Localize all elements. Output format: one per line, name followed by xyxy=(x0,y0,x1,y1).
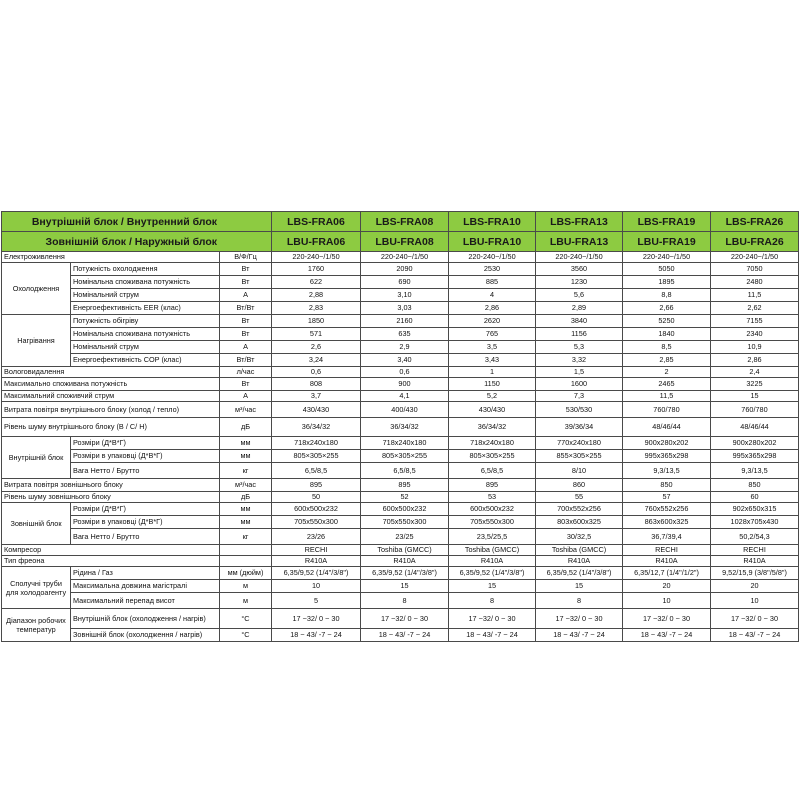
spec-unit: м³/час xyxy=(220,479,272,492)
spec-value: 1 xyxy=(449,367,536,378)
spec-unit: мм xyxy=(220,503,272,516)
spec-value: 7,3 xyxy=(536,391,623,402)
spec-value: 600x500x232 xyxy=(272,503,361,516)
spec-value: 3,43 xyxy=(449,354,536,367)
spec-value: 18 ~ 43/ -7 ~ 24 xyxy=(536,629,623,642)
spec-value: 18 ~ 43/ -7 ~ 24 xyxy=(623,629,711,642)
outdoor-model-name: LBU-FRA08 xyxy=(361,232,449,252)
spec-value: 2160 xyxy=(361,315,449,328)
spec-value: 895 xyxy=(361,479,449,492)
spec-value: 3,32 xyxy=(536,354,623,367)
spec-value: 15 xyxy=(536,580,623,593)
spec-value: 2,85 xyxy=(623,354,711,367)
spec-value: 700x552x256 xyxy=(536,503,623,516)
spec-value: 0,6 xyxy=(272,367,361,378)
spec-value: 220-240~/1/50 xyxy=(711,252,799,263)
spec-value: 1760 xyxy=(272,263,361,276)
spec-unit: м xyxy=(220,593,272,609)
spec-label: Електроживлення xyxy=(2,252,220,263)
spec-value: 2,88 xyxy=(272,289,361,302)
spec-value: 900x280x202 xyxy=(623,437,711,450)
table-row xyxy=(2,252,799,263)
spec-value: 718x240x180 xyxy=(449,437,536,450)
spec-value: 7050 xyxy=(711,263,799,276)
spec-value: 5050 xyxy=(623,263,711,276)
spec-unit: Вт/Вт xyxy=(220,354,272,367)
spec-value: 15 xyxy=(449,580,536,593)
spec-value: 3,7 xyxy=(272,391,361,402)
table-row xyxy=(2,503,799,516)
spec-unit: мм (дюйм) xyxy=(220,567,272,580)
spec-label: Розміри в упаковці (Д*В*Г) xyxy=(71,516,220,529)
spec-value: 18 ~ 43/ -7 ~ 24 xyxy=(711,629,799,642)
spec-value: 8/10 xyxy=(536,463,623,479)
table-row xyxy=(2,232,799,252)
spec-value: 2 xyxy=(623,367,711,378)
spec-label: Максимально споживана потужність xyxy=(2,378,220,391)
table-row xyxy=(2,580,799,593)
spec-value: 803x600x325 xyxy=(536,516,623,529)
spec-value: 220-240~/1/50 xyxy=(623,252,711,263)
spec-value: 1,5 xyxy=(536,367,623,378)
spec-label: Розміри (Д*В*Г) xyxy=(71,503,220,516)
spec-value: 17 ~32/ 0 ~ 30 xyxy=(536,609,623,629)
group-label: Зовнішній блок xyxy=(2,503,71,545)
spec-unit: Вт xyxy=(220,328,272,341)
spec-value: 770x240x180 xyxy=(536,437,623,450)
spec-value: 6,35/9,52 (1/4"/3/8") xyxy=(272,567,361,580)
spec-value: 718x240x180 xyxy=(272,437,361,450)
spec-unit: А xyxy=(220,289,272,302)
spec-value: 8 xyxy=(361,593,449,609)
spec-value: 9,3/13,5 xyxy=(711,463,799,479)
spec-label: Потужність охолодження xyxy=(71,263,220,276)
spec-label: Номінальний струм xyxy=(71,289,220,302)
spec-unit: Вт xyxy=(220,263,272,276)
spec-label: Максимальна довжина магістралі xyxy=(71,580,220,593)
spec-value: 3225 xyxy=(711,378,799,391)
spec-value: R410A xyxy=(623,556,711,567)
spec-value: 7155 xyxy=(711,315,799,328)
spec-label: Номінальна споживана потужність xyxy=(71,276,220,289)
spec-value: 902x650x315 xyxy=(711,503,799,516)
spec-value: 4,1 xyxy=(361,391,449,402)
table-row xyxy=(2,302,799,315)
spec-label: Витрата повітря внутрішнього блоку (холод / тепло) xyxy=(2,402,220,418)
spec-value: 5,6 xyxy=(536,289,623,302)
spec-value: 6,5/8,5 xyxy=(272,463,361,479)
spec-value: 4 xyxy=(449,289,536,302)
spec-value: 36/34/32 xyxy=(272,418,361,437)
indoor-model-name: LBS-FRA08 xyxy=(361,212,449,232)
spec-value: 17 ~32/ 0 ~ 30 xyxy=(711,609,799,629)
spec-label: Вологовидалення xyxy=(2,367,220,378)
spec-value: 39/36/34 xyxy=(536,418,623,437)
spec-label: Рідина / Газ xyxy=(71,567,220,580)
spec-value: 2,86 xyxy=(449,302,536,315)
spec-label: Потужність обігріву xyxy=(71,315,220,328)
spec-value: 690 xyxy=(361,276,449,289)
spec-unit: Вт xyxy=(220,276,272,289)
spec-value: 760/780 xyxy=(711,402,799,418)
spec-value: 15 xyxy=(361,580,449,593)
group-label: Діапазон робочих температур xyxy=(2,609,71,642)
spec-value: 430/430 xyxy=(272,402,361,418)
indoor-model-name: LBS-FRA06 xyxy=(272,212,361,232)
spec-label: Енергоефективність COP (клас) xyxy=(71,354,220,367)
table-row xyxy=(2,378,799,391)
group-label: Внутрішній блок xyxy=(2,437,71,479)
group-label: Нагрівання xyxy=(2,315,71,367)
spec-value: RECHI xyxy=(272,545,361,556)
spec-unit: м³/час xyxy=(220,402,272,418)
spec-value: 808 xyxy=(272,378,361,391)
spec-value: 600x500x232 xyxy=(361,503,449,516)
spec-value: 705x550x300 xyxy=(449,516,536,529)
table-row xyxy=(2,450,799,463)
spec-value: 1156 xyxy=(536,328,623,341)
spec-value: 850 xyxy=(711,479,799,492)
spec-value: 3,24 xyxy=(272,354,361,367)
spec-value: 17 ~32/ 0 ~ 30 xyxy=(272,609,361,629)
spec-value: 885 xyxy=(449,276,536,289)
spec-value: 705x550x300 xyxy=(272,516,361,529)
spec-label: Компресор xyxy=(2,545,220,556)
spec-value: 530/530 xyxy=(536,402,623,418)
spec-value: 400/430 xyxy=(361,402,449,418)
spec-value: 18 ~ 43/ -7 ~ 24 xyxy=(361,629,449,642)
spec-value: 6,5/8,5 xyxy=(361,463,449,479)
table-row xyxy=(2,545,799,556)
table-row xyxy=(2,341,799,354)
table-row xyxy=(2,289,799,302)
spec-value: 60 xyxy=(711,492,799,503)
table-row xyxy=(2,593,799,609)
spec-value: 1230 xyxy=(536,276,623,289)
spec-unit: Вт xyxy=(220,315,272,328)
spec-unit: мм xyxy=(220,450,272,463)
spec-unit: дБ xyxy=(220,418,272,437)
spec-value: 3,5 xyxy=(449,341,536,354)
spec-value: 55 xyxy=(536,492,623,503)
spec-value: 2,83 xyxy=(272,302,361,315)
table-row xyxy=(2,328,799,341)
spec-value: 52 xyxy=(361,492,449,503)
spec-value: 18 ~ 43/ -7 ~ 24 xyxy=(272,629,361,642)
spec-value: 863x600x325 xyxy=(623,516,711,529)
spec-value: 23,5/25,5 xyxy=(449,529,536,545)
spec-value: 10 xyxy=(623,593,711,609)
spec-value: 2,89 xyxy=(536,302,623,315)
spec-value: 805×305×255 xyxy=(361,450,449,463)
spec-value: 36/34/32 xyxy=(361,418,449,437)
table-row xyxy=(2,463,799,479)
spec-value: 20 xyxy=(711,580,799,593)
spec-value: 2480 xyxy=(711,276,799,289)
spec-value: 9,3/13,5 xyxy=(623,463,711,479)
spec-label: Максимальний перепад висот xyxy=(71,593,220,609)
spec-unit: В/Ф/Гц xyxy=(220,252,272,263)
indoor-model-name: LBS-FRA26 xyxy=(711,212,799,232)
indoor-model-name: LBS-FRA19 xyxy=(623,212,711,232)
spec-value: 3,10 xyxy=(361,289,449,302)
spec-label: Розміри (Д*В*Г) xyxy=(71,437,220,450)
spec-value: 50 xyxy=(272,492,361,503)
spec-label: Тип фреона xyxy=(2,556,220,567)
outdoor-model-name: LBU-FRA13 xyxy=(536,232,623,252)
spec-unit: кг xyxy=(220,529,272,545)
table-row xyxy=(2,437,799,450)
spec-value: Toshiba (GMCC) xyxy=(536,545,623,556)
spec-value: 18 ~ 43/ -7 ~ 24 xyxy=(449,629,536,642)
spec-value: 6,35/12,7 (1/4"/1/2") xyxy=(623,567,711,580)
indoor-model-name: LBS-FRA10 xyxy=(449,212,536,232)
table-row xyxy=(2,315,799,328)
spec-value: 1895 xyxy=(623,276,711,289)
spec-value: 635 xyxy=(361,328,449,341)
spec-label: Рівень шуму внутрішнього блоку (В / С/ Н) xyxy=(2,418,220,437)
table-row xyxy=(2,367,799,378)
spec-value: 15 xyxy=(711,391,799,402)
spec-value: 760/780 xyxy=(623,402,711,418)
spec-value: 2,86 xyxy=(711,354,799,367)
spec-value: 6,35/9,52 (1/4"/3/8") xyxy=(449,567,536,580)
spec-value: 860 xyxy=(536,479,623,492)
spec-value: 995x365x298 xyxy=(711,450,799,463)
spec-value: 48/46/44 xyxy=(623,418,711,437)
spec-label: Енергоефективність EER (клас) xyxy=(71,302,220,315)
table-row xyxy=(2,212,799,232)
spec-value: 8,5 xyxy=(623,341,711,354)
spec-value: 895 xyxy=(272,479,361,492)
spec-value: 1850 xyxy=(272,315,361,328)
table-row xyxy=(2,276,799,289)
spec-value: RECHI xyxy=(711,545,799,556)
spec-label: Рівень шуму зовнішнього блоку xyxy=(2,492,220,503)
table-row xyxy=(2,567,799,580)
spec-value: 600x500x232 xyxy=(449,503,536,516)
spec-value: 8,8 xyxy=(623,289,711,302)
spec-unit: кг xyxy=(220,463,272,479)
spec-value: 5,3 xyxy=(536,341,623,354)
spec-value: R410A xyxy=(536,556,623,567)
spec-value: 2340 xyxy=(711,328,799,341)
spec-value: R410A xyxy=(449,556,536,567)
spec-value: 805×305×255 xyxy=(449,450,536,463)
spec-unit: м xyxy=(220,580,272,593)
spec-value: 430/430 xyxy=(449,402,536,418)
spec-value: 1150 xyxy=(449,378,536,391)
spec-value: R410A xyxy=(361,556,449,567)
spec-label: Зовнішній блок (охолодження / нагрів) xyxy=(71,629,220,642)
spec-value: 2,66 xyxy=(623,302,711,315)
spec-value: R410A xyxy=(711,556,799,567)
spec-unit: Вт/Вт xyxy=(220,302,272,315)
spec-value: 895 xyxy=(449,479,536,492)
spec-value: 10,9 xyxy=(711,341,799,354)
spec-label: Розміри в упаковці (Д*В*Г) xyxy=(71,450,220,463)
specifications-table xyxy=(1,211,799,642)
spec-unit: мм xyxy=(220,437,272,450)
table-row xyxy=(2,609,799,629)
spec-value: 765 xyxy=(449,328,536,341)
spec-value: 622 xyxy=(272,276,361,289)
table-row xyxy=(2,556,799,567)
spec-value: 53 xyxy=(449,492,536,503)
outdoor-model-name: LBU-FRA06 xyxy=(272,232,361,252)
table-row xyxy=(2,479,799,492)
spec-value: 48/46/44 xyxy=(711,418,799,437)
spec-value: 1840 xyxy=(623,328,711,341)
spec-value: 5250 xyxy=(623,315,711,328)
spec-unit xyxy=(220,545,272,556)
spec-value: 20 xyxy=(623,580,711,593)
spec-label: Витрата повітря зовнішнього блоку xyxy=(2,479,220,492)
spec-unit: Вт xyxy=(220,378,272,391)
table-row xyxy=(2,492,799,503)
spec-value: 900x280x202 xyxy=(711,437,799,450)
spec-value: 3,03 xyxy=(361,302,449,315)
spec-value: 11,5 xyxy=(711,289,799,302)
spec-value: 2090 xyxy=(361,263,449,276)
spec-value: 571 xyxy=(272,328,361,341)
spec-value: 6,35/9,52 (1/4"/3/8") xyxy=(536,567,623,580)
spec-value: 718x240x180 xyxy=(361,437,449,450)
spec-value: 23/25 xyxy=(361,529,449,545)
spec-value: Toshiba (GMCC) xyxy=(449,545,536,556)
spec-value: 2620 xyxy=(449,315,536,328)
spec-label: Вага Нетто / Брутто xyxy=(71,463,220,479)
spec-value: 995x365x298 xyxy=(623,450,711,463)
outdoor-unit-title: Зовнішній блок / Наружный блок xyxy=(2,232,272,252)
table-row xyxy=(2,402,799,418)
spec-unit: мм xyxy=(220,516,272,529)
spec-value: 220-240~/1/50 xyxy=(272,252,361,263)
outdoor-model-name: LBU-FRA10 xyxy=(449,232,536,252)
spec-value: Toshiba (GMCC) xyxy=(361,545,449,556)
spec-value: 57 xyxy=(623,492,711,503)
spec-value: 5 xyxy=(272,593,361,609)
spec-label: Номінальний струм xyxy=(71,341,220,354)
spec-value: 10 xyxy=(272,580,361,593)
spec-value: 6,5/8,5 xyxy=(449,463,536,479)
spec-value: 220-240~/1/50 xyxy=(361,252,449,263)
spec-unit: дБ xyxy=(220,492,272,503)
spec-label: Внутрішній блок (охолодження / нагрів) xyxy=(71,609,220,629)
spec-value: 6,35/9,52 (1/4"/3/8") xyxy=(361,567,449,580)
table-row xyxy=(2,516,799,529)
spec-value: R410A xyxy=(272,556,361,567)
spec-value: 8 xyxy=(449,593,536,609)
group-label: Сполучні труби для холодоагенту xyxy=(2,567,71,609)
spec-value: 5,2 xyxy=(449,391,536,402)
spec-unit xyxy=(220,556,272,567)
spec-value: 1600 xyxy=(536,378,623,391)
outdoor-model-name: LBU-FRA19 xyxy=(623,232,711,252)
spec-value: 10 xyxy=(711,593,799,609)
spec-value: 36/34/32 xyxy=(449,418,536,437)
spec-value: 2465 xyxy=(623,378,711,391)
table-row xyxy=(2,354,799,367)
spec-value: 2,62 xyxy=(711,302,799,315)
spec-value: 17 ~32/ 0 ~ 30 xyxy=(449,609,536,629)
spec-value: 30/32,5 xyxy=(536,529,623,545)
spec-label: Максимальний споживчий струм xyxy=(2,391,220,402)
spec-value: 2,6 xyxy=(272,341,361,354)
table-row xyxy=(2,391,799,402)
spec-unit: °С xyxy=(220,609,272,629)
spec-value: 3560 xyxy=(536,263,623,276)
spec-value: 9,52/15,9 (3/8"/5/8") xyxy=(711,567,799,580)
outdoor-model-name: LBU-FRA26 xyxy=(711,232,799,252)
table-row xyxy=(2,529,799,545)
spec-value: 220-240~/1/50 xyxy=(449,252,536,263)
spec-unit: А xyxy=(220,341,272,354)
spec-value: 1028x705x430 xyxy=(711,516,799,529)
indoor-model-name: LBS-FRA13 xyxy=(536,212,623,232)
spec-value: 11,5 xyxy=(623,391,711,402)
table-row xyxy=(2,629,799,642)
spec-unit: л/час xyxy=(220,367,272,378)
spec-value: 900 xyxy=(361,378,449,391)
spec-value: 23/26 xyxy=(272,529,361,545)
table-row xyxy=(2,263,799,276)
indoor-unit-title: Внутрішній блок / Внутренний блок xyxy=(2,212,272,232)
spec-value: 855×305×255 xyxy=(536,450,623,463)
group-label: Охолодження xyxy=(2,263,71,315)
spec-value: 36,7/39,4 xyxy=(623,529,711,545)
spec-value: 850 xyxy=(623,479,711,492)
spec-unit: °С xyxy=(220,629,272,642)
spec-value: 805×305×255 xyxy=(272,450,361,463)
spec-value: 3840 xyxy=(536,315,623,328)
spec-value: 2530 xyxy=(449,263,536,276)
spec-value: 705x550x300 xyxy=(361,516,449,529)
spec-value: 8 xyxy=(536,593,623,609)
spec-value: 50,2/54,3 xyxy=(711,529,799,545)
spec-value: 2,4 xyxy=(711,367,799,378)
spec-value: 3,40 xyxy=(361,354,449,367)
spec-value: 2,9 xyxy=(361,341,449,354)
spec-value: RECHI xyxy=(623,545,711,556)
spec-value: 760x552x256 xyxy=(623,503,711,516)
table-row xyxy=(2,418,799,437)
spec-label: Номінальна споживана потужність xyxy=(71,328,220,341)
spec-value: 17 ~32/ 0 ~ 30 xyxy=(623,609,711,629)
spec-label: Вага Нетто / Брутто xyxy=(71,529,220,545)
spec-value: 220-240~/1/50 xyxy=(536,252,623,263)
spec-value: 17 ~32/ 0 ~ 30 xyxy=(361,609,449,629)
spec-unit: А xyxy=(220,391,272,402)
spec-value: 0,6 xyxy=(361,367,449,378)
